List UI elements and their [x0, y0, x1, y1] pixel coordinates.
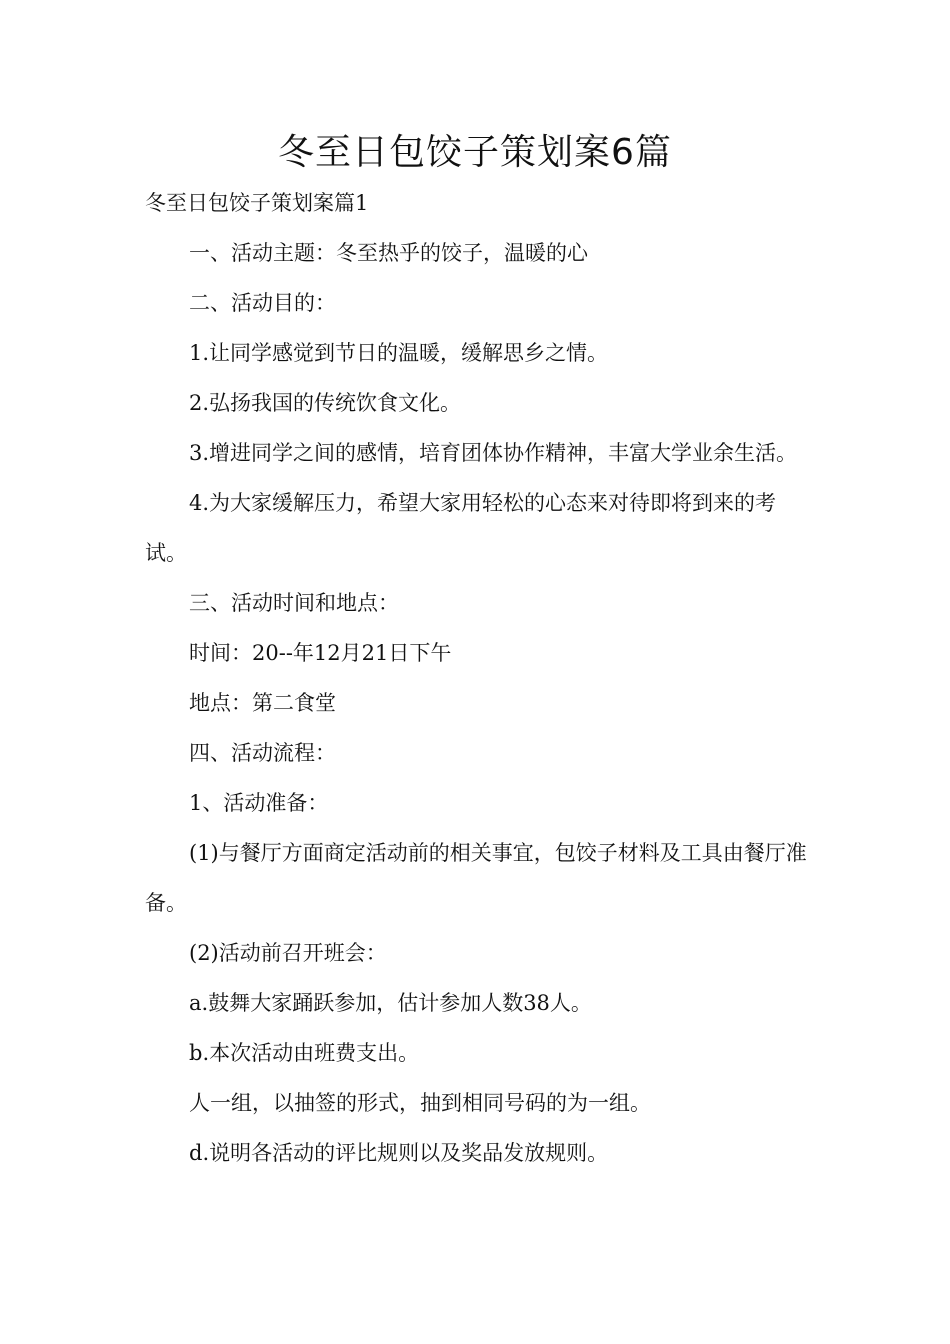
paragraph: (2)活动前召开班会： [189, 941, 387, 965]
section-heading: 冬至日包饺子策划案篇1 [145, 191, 369, 215]
paragraph: 2.弘扬我国的传统饮食文化。 [189, 391, 462, 415]
paragraph: 1、活动准备： [189, 791, 329, 815]
paragraph: 人一组，以抽签的形式，抽到相同号码的为一组。 [189, 1091, 651, 1115]
paragraph: a.鼓舞大家踊跃参加，估计参加人数38人。 [189, 991, 592, 1015]
paragraph: 一、活动主题：冬至热乎的饺子，温暖的心 [189, 241, 588, 265]
document-title: 冬至日包饺子策划案6篇 [278, 132, 672, 173]
paragraph: 四、活动流程： [189, 741, 336, 765]
paragraph: 3.增进同学之间的感情，培育团体协作精神，丰富大学业余生活。 [189, 441, 798, 465]
paragraph: 地点：第二食堂 [189, 691, 336, 715]
paragraph: 时间：20--年12月21日下午 [189, 641, 452, 665]
paragraph: 三、活动时间和地点： [189, 591, 399, 615]
paragraph: 4.为大家缓解压力，希望大家用轻松的心态来对待即将到来的考试。 [145, 491, 777, 565]
document-body [145, 178, 810, 1178]
paragraph: b.本次活动由班费支出。 [189, 1041, 420, 1065]
paragraph: 1.让同学感觉到节日的温暖，缓解思乡之情。 [189, 341, 609, 365]
paragraph: (1)与餐厅方面商定活动前的相关事宜，包饺子材料及工具由餐厅准备。 [145, 841, 807, 915]
paragraph: 二、活动目的： [189, 291, 336, 315]
paragraph: d.说明各活动的评比规则以及奖品发放规则。 [189, 1141, 609, 1165]
